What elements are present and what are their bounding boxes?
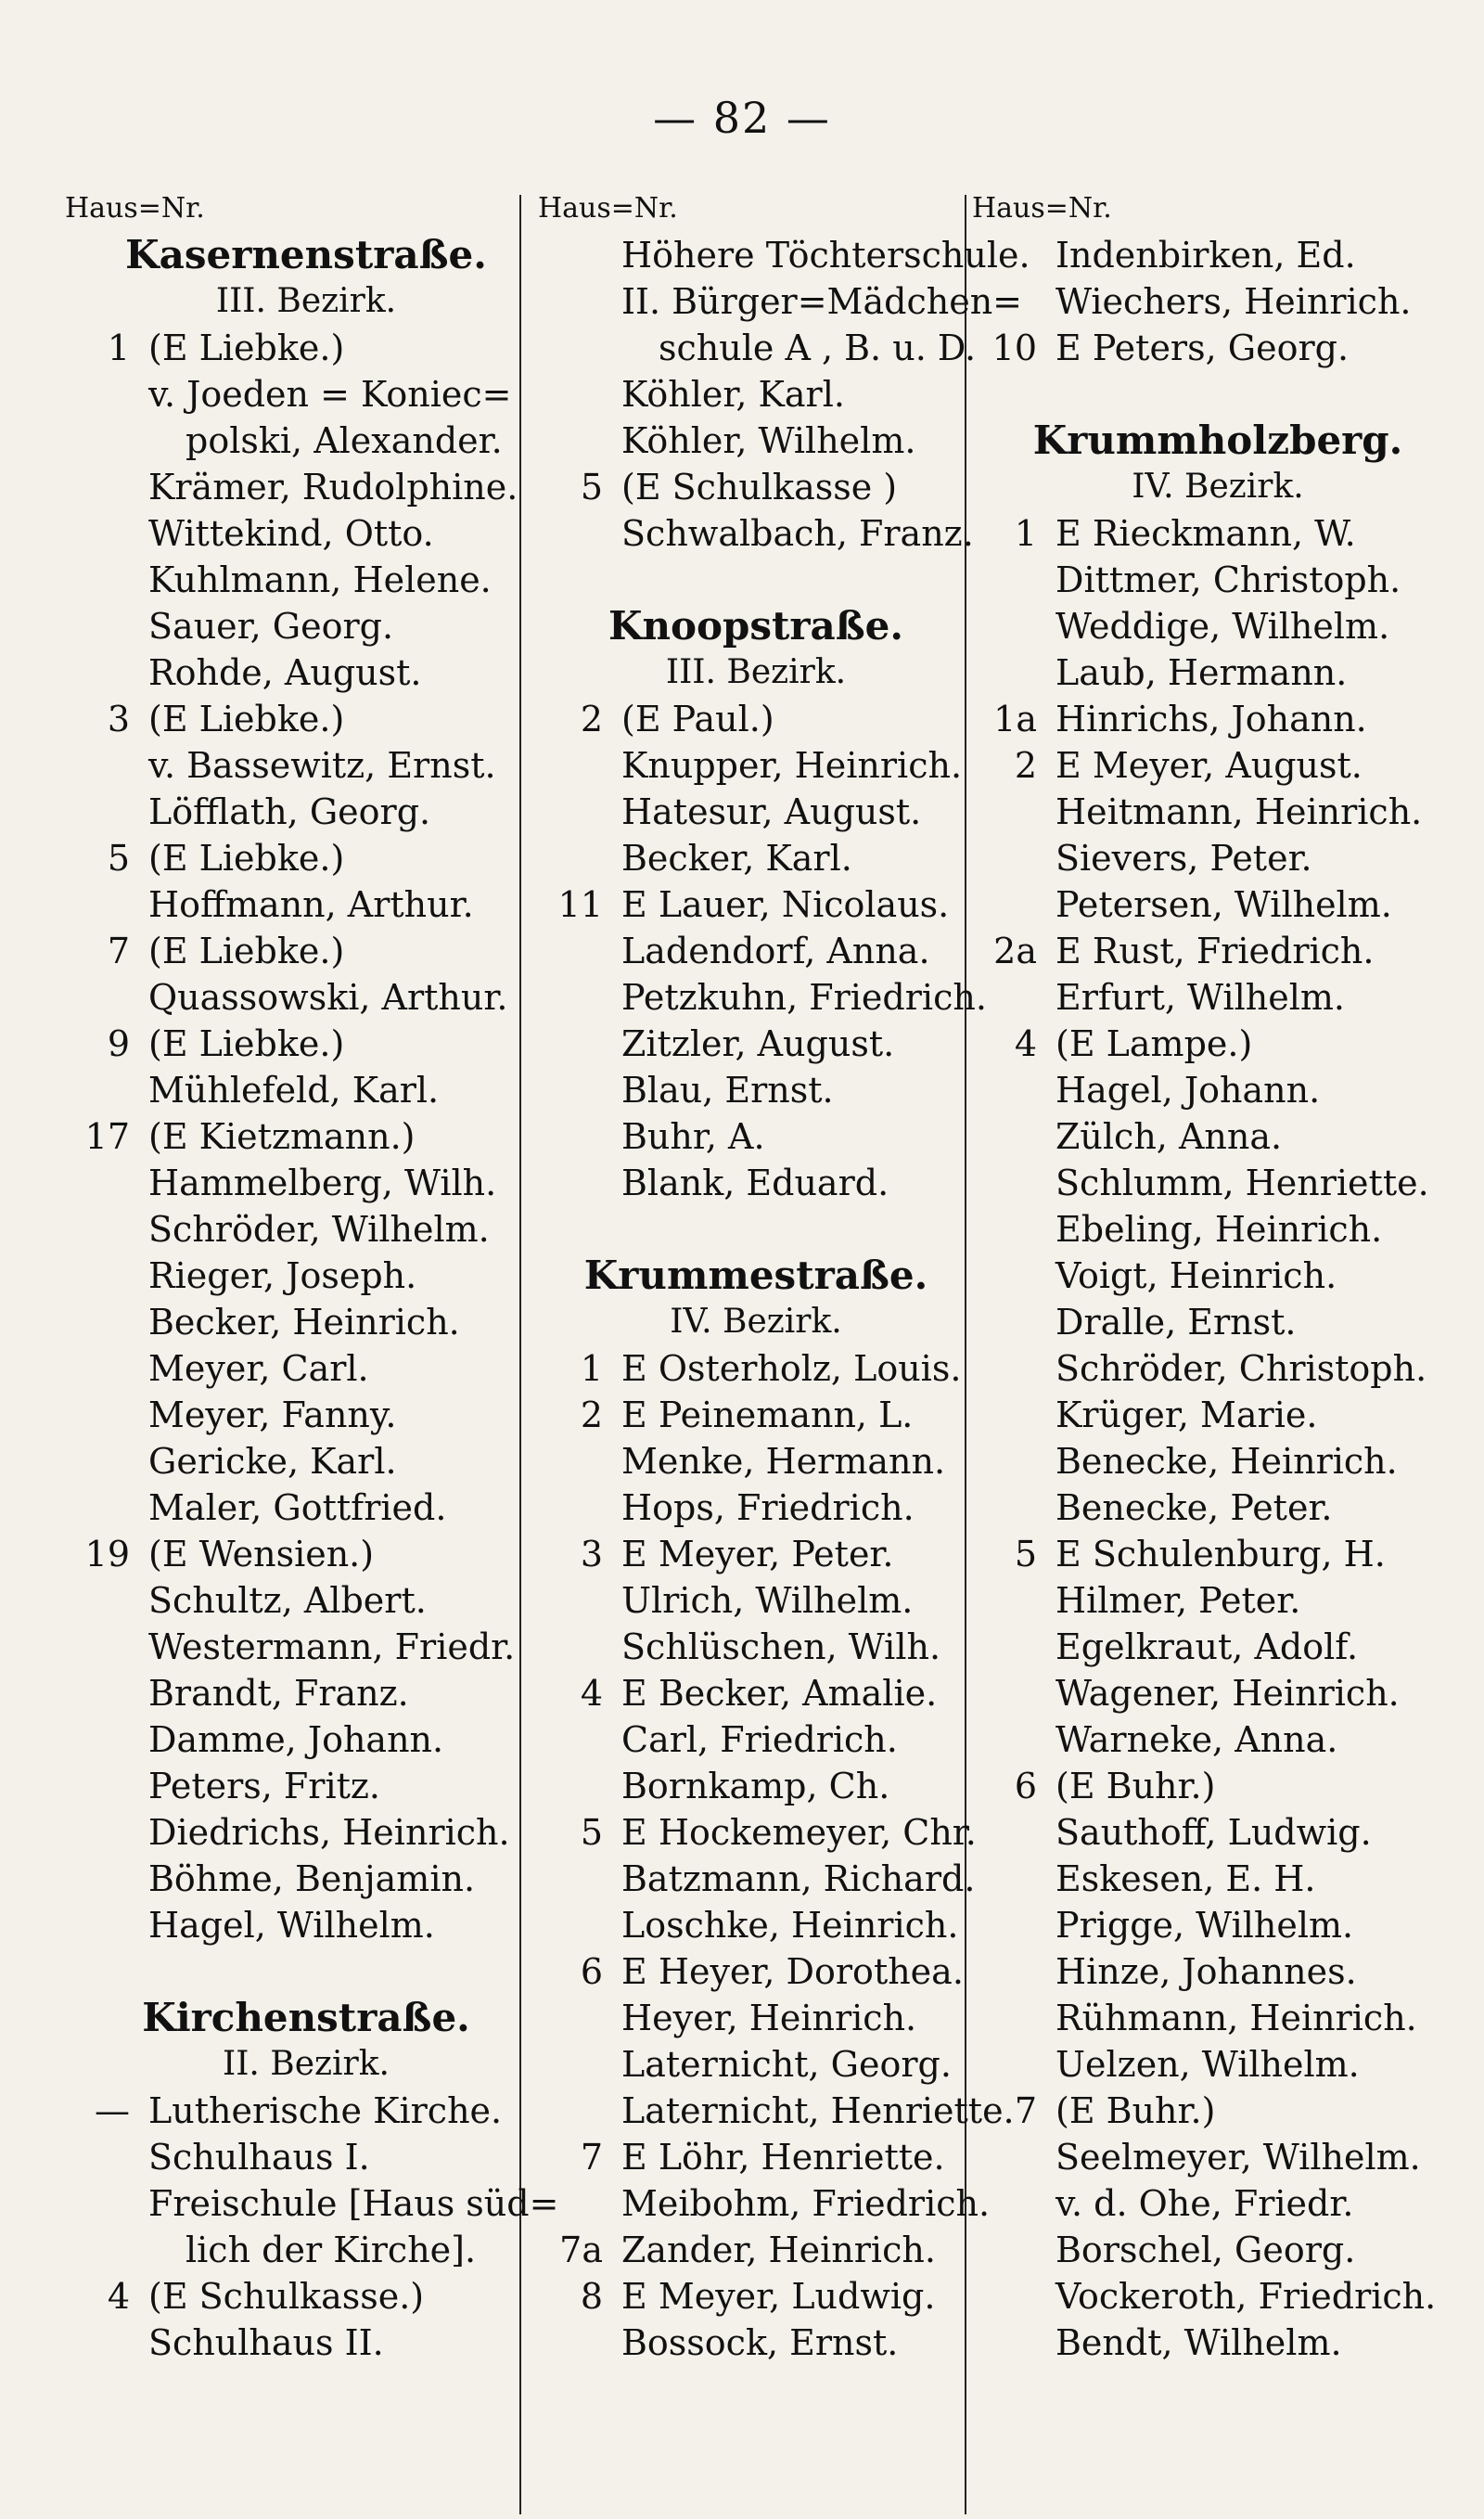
resident-entry — [972, 1624, 1464, 1670]
house-number: — — [95, 2090, 130, 2131]
resident-name: Batzmann, Richard. — [621, 1858, 976, 1899]
resident-entry — [65, 649, 547, 696]
resident-name: Dralle, Ernst. — [1055, 1302, 1297, 1343]
resident-entry — [972, 649, 1464, 696]
resident-entry — [972, 742, 1464, 789]
resident-name: Buhr, A. — [621, 1116, 765, 1157]
resident-entry — [65, 1809, 547, 1856]
resident-entry — [972, 2088, 1464, 2134]
house-number-header: Haus=Nr. — [972, 192, 1112, 225]
resident-name: Indenbirken, Ed. — [1055, 235, 1356, 276]
section-gap — [538, 557, 974, 603]
house-number: 1 — [1014, 513, 1037, 554]
district-label: III. Bezirk. — [215, 282, 397, 320]
resident-entry — [65, 1345, 547, 1392]
resident-entry — [65, 1113, 547, 1160]
resident-name: Freischule [Haus süd= — [148, 2183, 559, 2224]
resident-entry — [972, 1484, 1464, 1531]
house-number: 2 — [1014, 745, 1037, 786]
resident-entry — [972, 510, 1464, 557]
resident-entry — [972, 928, 1464, 974]
resident-entry — [972, 1856, 1464, 1902]
resident-name: Schlüschen, Wilh. — [621, 1626, 941, 1667]
resident-name: Warneke, Anna. — [1055, 1719, 1338, 1760]
resident-name: Ebeling, Heinrich. — [1055, 1209, 1383, 1250]
resident-name: E Peinemann, L. — [621, 1394, 914, 1435]
resident-entry — [972, 974, 1464, 1021]
resident-name: Mühlefeld, Karl. — [148, 1070, 440, 1111]
resident-entry — [538, 1531, 974, 1577]
resident-entry — [972, 881, 1464, 928]
resident-name: (E Liebke.) — [148, 838, 345, 879]
resident-entry — [538, 1902, 974, 1948]
resident-entry — [65, 2134, 547, 2180]
resident-name: Benecke, Peter. — [1055, 1487, 1333, 1528]
resident-entry — [538, 928, 974, 974]
resident-name: Seelmeyer, Wilhelm. — [1055, 2137, 1421, 2178]
resident-entry — [972, 1763, 1464, 1809]
resident-entry — [972, 2320, 1464, 2366]
resident-name: Wagener, Heinrich. — [1055, 1673, 1400, 1714]
resident-name: Hatesur, August. — [621, 791, 922, 832]
resident-entry — [538, 1716, 974, 1763]
resident-entry — [65, 1856, 547, 1902]
resident-name: Wittekind, Otto. — [148, 513, 434, 554]
resident-name: Krüger, Marie. — [1055, 1394, 1318, 1435]
resident-name: (E Liebke.) — [148, 931, 345, 971]
resident-name: Benecke, Heinrich. — [1055, 1441, 1398, 1482]
resident-entry — [972, 2180, 1464, 2227]
house-number: 8 — [580, 2276, 603, 2317]
resident-name: Zander, Heinrich. — [621, 2230, 936, 2270]
resident-entry — [65, 696, 547, 742]
resident-name: Laternicht, Georg. — [621, 2044, 952, 2085]
resident-entry — [538, 371, 974, 418]
resident-entry — [972, 1716, 1464, 1763]
resident-name: (E Lampe.) — [1055, 1023, 1253, 1064]
resident-entry — [538, 1995, 974, 2041]
house-number: 9 — [107, 1023, 130, 1064]
resident-entry — [972, 1995, 1464, 2041]
resident-entry — [538, 1067, 974, 1113]
resident-name: E Schulenburg, H. — [1055, 1534, 1386, 1574]
resident-name: Maler, Gottfried. — [148, 1487, 447, 1528]
resident-name: Rieger, Joseph. — [148, 1255, 417, 1296]
resident-name: Ladendorf, Anna. — [621, 931, 930, 971]
resident-entry — [538, 1392, 974, 1438]
resident-entry — [65, 1484, 547, 1531]
resident-entry — [65, 1531, 547, 1577]
resident-entry — [538, 2041, 974, 2088]
resident-name: Erfurt, Wilhelm. — [1055, 977, 1345, 1018]
resident-entry — [972, 2227, 1464, 2273]
resident-entry — [65, 742, 547, 789]
resident-entry — [972, 1067, 1464, 1113]
resident-name: Löfflath, Georg. — [148, 791, 431, 832]
resident-name: Laub, Hermann. — [1055, 652, 1348, 693]
house-number: 7a — [559, 2230, 603, 2270]
house-number: 5 — [1014, 1534, 1037, 1574]
resident-name: Egelkraut, Adolf. — [1055, 1626, 1359, 1667]
resident-entry — [65, 1067, 547, 1113]
resident-name: (E Liebke.) — [148, 1023, 345, 1064]
resident-name: E Rust, Friedrich. — [1055, 931, 1375, 971]
resident-name: Dittmer, Christoph. — [1055, 559, 1401, 600]
district-label: IV. Bezirk. — [1132, 468, 1304, 506]
resident-name: Borschel, Georg. — [1055, 2230, 1356, 2270]
house-number: 11 — [557, 884, 603, 925]
resident-name: Ulrich, Wilhelm. — [621, 1580, 914, 1621]
resident-name: E Becker, Amalie. — [621, 1673, 938, 1714]
resident-entry — [972, 1577, 1464, 1624]
house-number: 2 — [580, 699, 603, 739]
resident-entry — [972, 1299, 1464, 1345]
resident-name: Köhler, Karl. — [621, 374, 845, 415]
resident-entry — [538, 1484, 974, 1531]
resident-entry — [65, 974, 547, 1021]
resident-name: Zülch, Anna. — [1055, 1116, 1283, 1157]
resident-entry — [972, 1670, 1464, 1716]
resident-entry — [538, 2273, 974, 2320]
resident-name: Knupper, Heinrich. — [621, 745, 963, 786]
resident-entry — [65, 325, 547, 371]
resident-name: Schulhaus II. — [148, 2322, 384, 2363]
resident-name: Schwalbach, Franz. — [621, 513, 974, 554]
resident-entry — [972, 789, 1464, 835]
resident-entry — [972, 557, 1464, 603]
house-number: 1 — [107, 328, 130, 368]
resident-name: Becker, Karl. — [621, 838, 852, 879]
resident-name: Eskesen, E. H. — [1055, 1858, 1316, 1899]
resident-name: Voigt, Heinrich. — [1055, 1255, 1337, 1296]
resident-entry — [538, 2088, 1015, 2134]
house-number: 7 — [1014, 2090, 1037, 2131]
resident-name: Blank, Eduard. — [621, 1163, 889, 1203]
house-number-header: Haus=Nr. — [65, 192, 205, 225]
resident-name: Meibohm, Friedrich. — [621, 2183, 991, 2224]
resident-entry — [65, 2320, 547, 2366]
house-number: 4 — [580, 1673, 603, 1714]
resident-name: Schulhaus I. — [148, 2137, 370, 2178]
resident-entry — [65, 1670, 547, 1716]
resident-name: E Löhr, Henriette. — [621, 2137, 945, 2178]
resident-entry — [538, 1160, 974, 1206]
resident-entry — [538, 1577, 974, 1624]
resident-entry — [538, 696, 974, 742]
house-number: 6 — [580, 1951, 603, 1992]
resident-name: E Osterholz, Louis. — [621, 1348, 962, 1389]
house-number: 5 — [107, 838, 130, 879]
resident-entry — [538, 1113, 974, 1160]
resident-name: Wiechers, Heinrich. — [1055, 281, 1412, 322]
house-number: 5 — [580, 1812, 603, 1853]
resident-entry — [972, 1531, 1464, 1577]
resident-entry — [538, 464, 974, 510]
resident-entry — [972, 1809, 1464, 1856]
resident-name: Hops, Friedrich. — [621, 1487, 915, 1528]
resident-entry — [65, 1299, 547, 1345]
district-label: III. Bezirk. — [665, 653, 847, 691]
resident-name: Hinze, Johannes. — [1055, 1951, 1357, 1992]
house-number: 2 — [580, 1394, 603, 1435]
resident-name: Bornkamp, Ch. — [621, 1766, 890, 1806]
resident-name: E Meyer, Peter. — [621, 1534, 894, 1574]
resident-entry — [65, 1763, 547, 1809]
section-gap — [972, 371, 1464, 418]
resident-name: v. Bassewitz, Ernst. — [148, 745, 496, 786]
resident-entry — [972, 2041, 1464, 2088]
district-label: IV. Bezirk. — [670, 1303, 842, 1341]
resident-entry — [65, 1716, 547, 1763]
resident-entry — [65, 510, 547, 557]
resident-name: Böhme, Benjamin. — [148, 1858, 476, 1899]
resident-entry — [972, 232, 1464, 278]
house-number: 3 — [107, 699, 130, 739]
resident-name: E Peters, Georg. — [1055, 328, 1350, 368]
resident-name: Schröder, Wilhelm. — [148, 1209, 490, 1250]
street-title: Krummholzberg. — [1032, 418, 1403, 463]
column-1 — [65, 186, 559, 2366]
resident-name: Hilmer, Peter. — [1055, 1580, 1301, 1621]
resident-name: Petzkuhn, Friedrich. — [621, 977, 987, 1018]
street-title: Kasernenstraße. — [125, 232, 487, 277]
house-number: 7 — [107, 931, 130, 971]
resident-entry — [972, 1113, 1464, 1160]
resident-name: Loschke, Heinrich. — [621, 1905, 959, 1946]
resident-entry — [538, 1763, 974, 1809]
resident-entry-continuation — [538, 325, 977, 371]
resident-entry — [65, 2088, 547, 2134]
street-title: Krummestraße. — [583, 1253, 928, 1298]
resident-name: Hoffmann, Arthur. — [148, 884, 474, 925]
resident-name: (E Schulkasse.) — [148, 2276, 425, 2317]
resident-entry — [538, 2320, 974, 2366]
house-number: 4 — [1014, 1023, 1037, 1064]
resident-name: Schultz, Albert. — [148, 1580, 427, 1621]
resident-name: Rohde, August. — [148, 652, 422, 693]
house-number: 3 — [580, 1534, 603, 1574]
resident-name: E Hockemeyer, Chr. — [621, 1812, 977, 1853]
district-label: II. Bezirk. — [222, 2045, 390, 2083]
resident-entry — [65, 835, 547, 881]
resident-name: Meyer, Fanny. — [148, 1394, 397, 1435]
resident-name: Hagel, Wilhelm. — [148, 1905, 435, 1946]
resident-entry — [538, 835, 974, 881]
resident-entry — [65, 557, 547, 603]
resident-name: Blau, Ernst. — [621, 1070, 834, 1111]
resident-name: E Meyer, Ludwig. — [621, 2276, 936, 2317]
resident-entry — [65, 789, 547, 835]
resident-name: Laternicht, Henriette. — [621, 2090, 1015, 2131]
resident-name: Hinrichs, Johann. — [1055, 699, 1367, 739]
section-gap — [538, 1206, 974, 1253]
resident-name: Sauthoff, Ludwig. — [1055, 1812, 1372, 1853]
house-number: 1a — [993, 699, 1037, 739]
resident-name: v. d. Ohe, Friedr. — [1055, 2183, 1354, 2224]
resident-name: (E Kietzmann.) — [148, 1116, 416, 1157]
resident-entry — [538, 789, 974, 835]
resident-name: Vockeroth, Friedrich. — [1055, 2276, 1437, 2317]
resident-entry — [65, 1438, 547, 1484]
resident-name: Sievers, Peter. — [1055, 838, 1312, 879]
resident-name: Weddige, Wilhelm. — [1055, 606, 1390, 647]
resident-entry — [538, 2227, 974, 2273]
resident-name: Petersen, Wilhelm. — [1055, 884, 1392, 925]
resident-name: lich der Kirche]. — [186, 2230, 477, 2270]
resident-name: Brandt, Franz. — [148, 1673, 409, 1714]
resident-name: polski, Alexander. — [186, 420, 503, 461]
resident-entry — [538, 1809, 977, 1856]
resident-name: Diedrichs, Heinrich. — [148, 1812, 510, 1853]
resident-name: Bossock, Ernst. — [621, 2322, 899, 2363]
section-gap — [65, 1948, 547, 1995]
house-number: 1 — [580, 1348, 603, 1389]
resident-name: Höhere Töchterschule. — [621, 235, 1030, 276]
house-number: 19 — [84, 1534, 130, 1574]
resident-name: Kuhlmann, Helene. — [148, 559, 492, 600]
resident-entry — [538, 1670, 974, 1716]
resident-name: (E Buhr.) — [1055, 2090, 1216, 2131]
resident-entry — [972, 1902, 1464, 1948]
resident-entry — [538, 1345, 974, 1392]
resident-entry — [538, 1021, 974, 1067]
resident-name: Damme, Johann. — [148, 1719, 444, 1760]
house-number: 10 — [991, 328, 1037, 368]
street-title: Kirchenstraße. — [142, 1995, 470, 2040]
resident-name: Becker, Heinrich. — [148, 1302, 460, 1343]
resident-entry — [538, 418, 974, 464]
resident-entry — [538, 1856, 974, 1902]
resident-entry — [538, 974, 987, 1021]
column-3 — [972, 186, 1464, 2366]
resident-name: (E Liebke.) — [148, 328, 345, 368]
resident-name: Sauer, Georg. — [148, 606, 394, 647]
resident-name: Zitzler, August. — [621, 1023, 895, 1064]
resident-entry — [972, 603, 1464, 649]
resident-name: (E Buhr.) — [1055, 1766, 1216, 1806]
resident-entry — [538, 2134, 974, 2180]
resident-name: Prigge, Wilhelm. — [1055, 1905, 1354, 1946]
resident-entry — [538, 510, 974, 557]
resident-name: v. Joeden = Koniec= — [148, 374, 512, 415]
house-number: 7 — [580, 2137, 603, 2178]
house-number: 5 — [580, 467, 603, 508]
resident-entry — [972, 1160, 1464, 1206]
resident-name: E Rieckmann, W. — [1055, 513, 1356, 554]
resident-entry — [538, 881, 974, 928]
resident-entry — [65, 1206, 547, 1253]
street-title: Knoopstraße. — [608, 603, 904, 649]
resident-name: Uelzen, Wilhelm. — [1055, 2044, 1360, 2085]
resident-entry — [972, 1253, 1464, 1299]
resident-name: Lutherische Kirche. — [148, 2090, 503, 2131]
resident-name: Quassowski, Arthur. — [148, 977, 508, 1018]
resident-name: II. Bürger=Mädchen= — [621, 281, 1023, 322]
resident-entry — [972, 1345, 1464, 1392]
resident-entry — [972, 325, 1464, 371]
resident-entry — [65, 1021, 547, 1067]
resident-name: Schröder, Christoph. — [1055, 1348, 1427, 1389]
resident-entry — [972, 696, 1464, 742]
house-number-header: Haus=Nr. — [538, 192, 678, 225]
resident-entry — [65, 1624, 547, 1670]
resident-name: E Heyer, Dorothea. — [621, 1951, 964, 1992]
resident-name: Hammelberg, Wilh. — [148, 1163, 497, 1203]
resident-entry — [65, 1392, 547, 1438]
resident-entry — [65, 2180, 559, 2227]
resident-name: E Lauer, Nicolaus. — [621, 884, 950, 925]
resident-entry-continuation — [65, 2227, 547, 2273]
resident-entry — [65, 464, 547, 510]
resident-name: Rühmann, Heinrich. — [1055, 1998, 1417, 2038]
resident-entry — [538, 232, 1030, 278]
resident-name: Menke, Hermann. — [621, 1441, 946, 1482]
house-number: 17 — [84, 1116, 130, 1157]
resident-entry — [65, 1253, 547, 1299]
resident-name: Krämer, Rudolphine. — [148, 467, 518, 508]
resident-name: Heyer, Heinrich. — [621, 1998, 917, 2038]
resident-entry — [972, 1438, 1464, 1484]
resident-name: Carl, Friedrich. — [621, 1719, 898, 1760]
resident-entry — [65, 603, 547, 649]
resident-entry — [972, 1021, 1464, 1067]
resident-name: Heitmann, Heinrich. — [1055, 791, 1423, 832]
resident-name: E Meyer, August. — [1055, 745, 1362, 786]
resident-entry — [538, 1438, 974, 1484]
resident-name: Gericke, Karl. — [148, 1441, 397, 1482]
resident-entry — [972, 835, 1464, 881]
resident-entry — [538, 2180, 991, 2227]
resident-entry — [538, 742, 974, 789]
resident-name: (E Schulkasse ) — [621, 467, 898, 508]
resident-entry — [972, 1206, 1464, 1253]
house-number: 2a — [993, 931, 1037, 971]
resident-name: Bendt, Wilhelm. — [1055, 2322, 1342, 2363]
house-number: 4 — [107, 2276, 130, 2317]
resident-entry — [538, 278, 1023, 325]
resident-entry — [65, 371, 547, 418]
resident-name: Westermann, Friedr. — [148, 1626, 516, 1667]
page-number: — 82 — — [653, 93, 831, 143]
resident-entry — [65, 928, 547, 974]
resident-entry — [538, 1624, 974, 1670]
house-number: 6 — [1014, 1766, 1037, 1806]
resident-entry — [972, 2273, 1464, 2320]
resident-name: Köhler, Wilhelm. — [621, 420, 916, 461]
resident-entry-continuation — [65, 418, 547, 464]
resident-entry — [972, 2134, 1464, 2180]
resident-entry — [972, 1948, 1464, 1995]
resident-name: Schlumm, Henriette. — [1055, 1163, 1429, 1203]
resident-name: Hagel, Johann. — [1055, 1070, 1321, 1111]
resident-name: schule A , B. u. D. — [659, 328, 977, 368]
resident-entry — [65, 1902, 547, 1948]
resident-entry — [972, 278, 1464, 325]
resident-entry — [65, 881, 547, 928]
resident-entry — [65, 1160, 547, 1206]
resident-entry — [65, 2273, 547, 2320]
resident-entry — [65, 1577, 547, 1624]
resident-name: (E Paul.) — [621, 699, 774, 739]
resident-name: Peters, Fritz. — [148, 1766, 380, 1806]
resident-entry — [538, 1948, 974, 1995]
resident-name: (E Liebke.) — [148, 699, 345, 739]
resident-entry — [972, 1392, 1464, 1438]
resident-name: (E Wensien.) — [148, 1534, 375, 1574]
resident-name: Meyer, Carl. — [148, 1348, 369, 1389]
